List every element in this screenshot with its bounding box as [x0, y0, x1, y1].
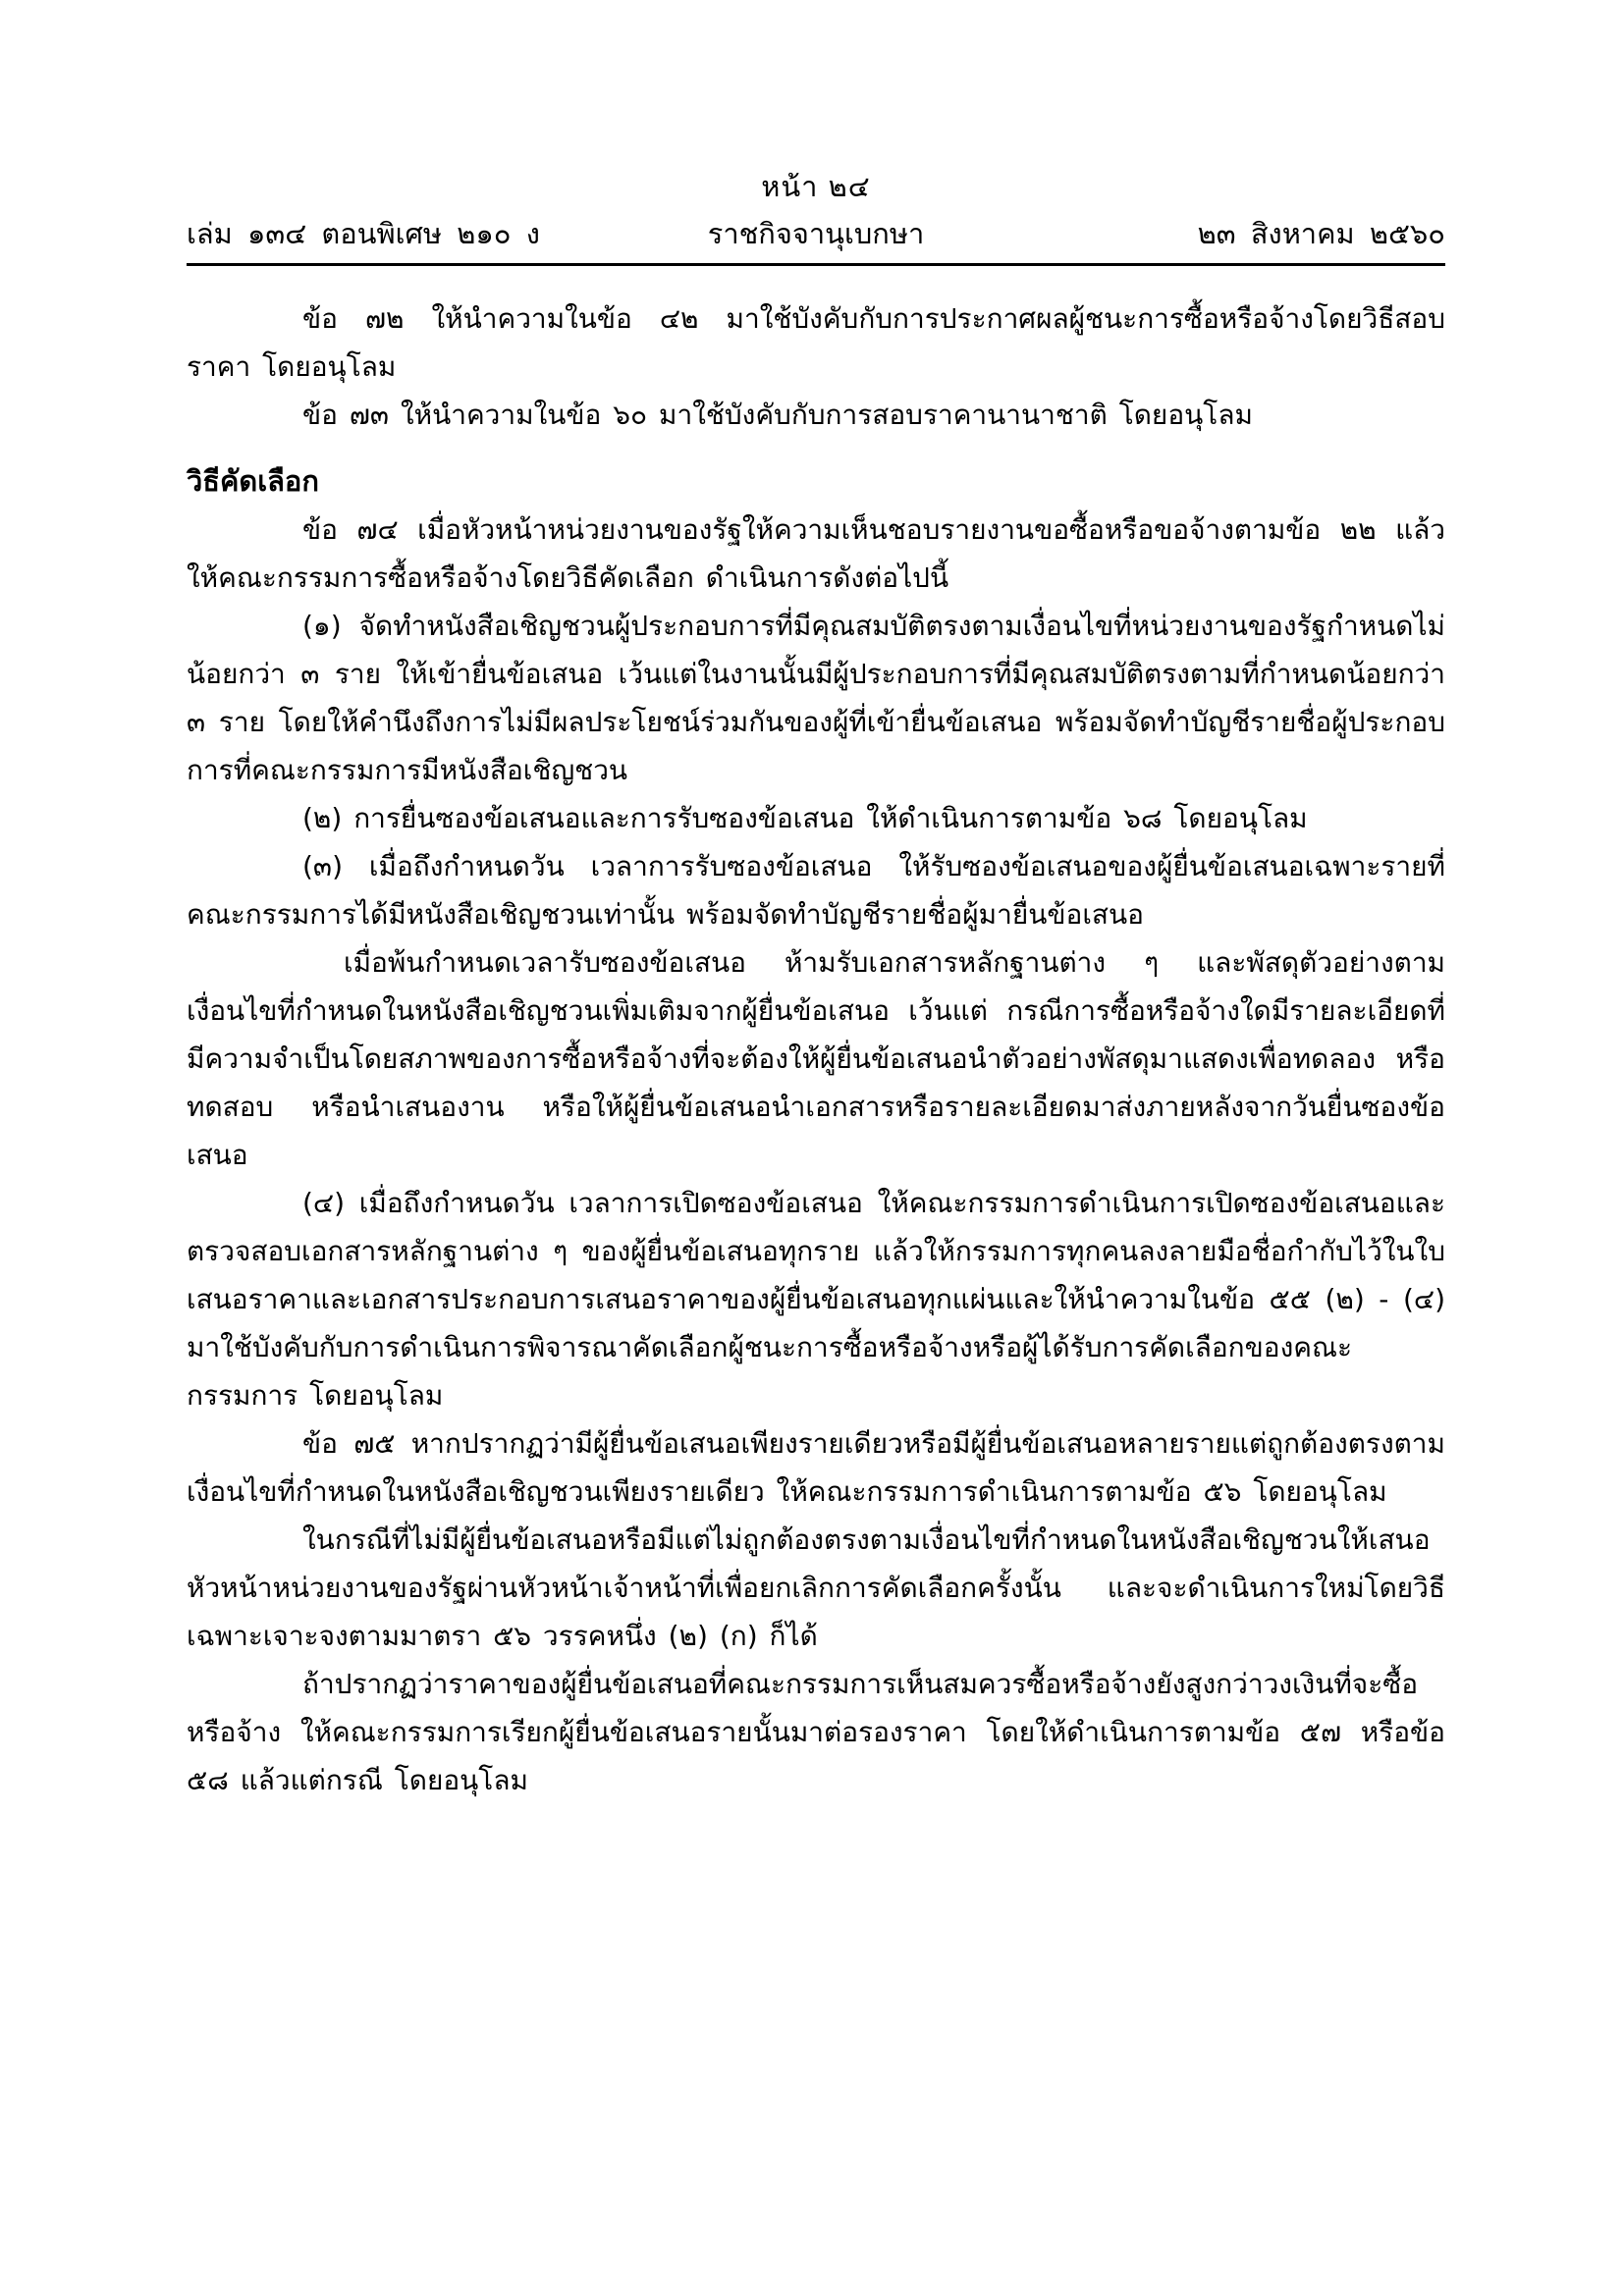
header-row — [187, 214, 1445, 257]
page-number: หน้า ๒๔ — [761, 170, 871, 203]
paragraph-clause-74: ข้อ ๗๔ เมื่อหัวหน้าหน่วยงานของรัฐให้ความเห็นชอบรายงานขอซื้อหรือขอจ้างตามข้อ ๒๒ แล้ว ให้คณะกรรมการซื้อหรือจ้างโดยวิธีคัดเลือก ดำเนินการดังต่อไปนี้ — [187, 513, 1445, 594]
paragraph-item-3: (๓) เมื่อถึงกำหนดวัน เวลาการรับซองข้อเสนอ ให้รับซองข้อเสนอของผู้ยื่นข้อเสนอเฉพาะรายที่คณะกรรมการได้มีหนังสือเชิญชวนเท่านั้น พร้อมจัดทำบัญชีรายชื่อผู้มายื่นข้อเสนอ — [187, 850, 1445, 931]
header-divider — [187, 263, 1445, 266]
paragraph-item-4: (๔) เมื่อถึงกำหนดวัน เวลาการเปิดซองข้อเสนอ ให้คณะกรรมการดำเนินการเปิดซองข้อเสนอและตรวจสอบเอกสารหลักฐานต่าง ๆ ของผู้ยื่นข้อเสนอทุกราย แล้วให้กรรมการทุกคนลงลายมือชื่อกำกับไว้ในใบเสนอราคาและเอกสารประกอบการเสนอราคาของผู้ยื่นข้อเสนอทุกแผ่นและให้นำความในข้อ ๕๕ (๒) - (๔) มาใช้บังคับกับการดำเนินการพิจารณาคัดเลือกผู้ชนะการซื้อหรือจ้างหรือผู้ได้รับการคัดเลือกของคณะกรรมการ โดยอนุโลม — [187, 1187, 1445, 1412]
paragraph-item-3-continued: เมื่อพ้นกำหนดเวลารับซองข้อเสนอ ห้ามรับเอกสารหลักฐานต่าง ๆ และพัสดุตัวอย่างตามเงื่อนไขที่กำหนดในหนังสือเชิญชวนเพิ่มเติมจากผู้ยื่นข้อเสนอ เว้นแต่ กรณีการซื้อหรือจ้างใดมีรายละเอียดที่มีความจำเป็นโดยสภาพของการซื้อหรือจ้างที่จะต้องให้ผู้ยื่นข้อเสนอนำตัวอย่างพัสดุมาแสดงเพื่อทดลอง หรือทดสอบ หรือนำเสนองาน หรือให้ผู้ยื่นข้อเสนอนำเอกสารหรือรายละเอียดมาส่งภายหลังจากวันยื่นซองข้อเสนอ — [187, 946, 1445, 1171]
volume-issue: เล่ม ๑๓๔ ตอนพิเศษ ๒๑๐ ง — [187, 217, 540, 250]
section-title: วิธีคัดเลือก — [187, 464, 319, 498]
publication-date: ๒๓ สิงหาคม ๒๕๖๐ — [1197, 217, 1445, 250]
page-header — [187, 167, 1445, 270]
paragraph-clause-75-3: ถ้าปรากฏว่าราคาของผู้ยื่นข้อเสนอที่คณะกรรมการเห็นสมควรซื้อหรือจ้างยังสูงกว่าวงเงินที่จะซื้อหรือจ้าง ให้คณะกรรมการเรียกผู้ยื่นข้อเสนอรายนั้นมาต่อรองราคา โดยให้ดำเนินการตามข้อ ๕๗ หรือข้อ ๕๘ แล้วแต่กรณี โดยอนุโลม — [187, 1668, 1445, 1796]
paragraph-item-1: (๑) จัดทำหนังสือเชิญชวนผู้ประกอบการที่มีคุณสมบัติตรงตามเงื่อนไขที่หน่วยงานของรัฐกำหนดไม่น้อยกว่า ๓ ราย ให้เข้ายื่นข้อเสนอ เว้นแต่ในงานนั้นมีผู้ประกอบการที่มีคุณสมบัติตรงตามที่กำหนดน้อยกว่า ๓ ราย โดยให้คำนึงถึงการไม่มีผลประโยชน์ร่วมกันของผู้ที่เข้ายื่นข้อเสนอ พร้อมจัดทำบัญชีรายชื่อผู้ประกอบการที่คณะกรรมการมีหนังสือเชิญชวน — [187, 610, 1445, 786]
paragraph-item-2: (๒) การยื่นซองข้อเสนอและการรับซองข้อเสนอ ให้ดำเนินการตามข้อ ๖๘ โดยอนุโลม — [302, 802, 1308, 834]
paragraph-clause-75-2: ในกรณีที่ไม่มีผู้ยื่นข้อเสนอหรือมีแต่ไม่ถูกต้องตรงตามเงื่อนไขที่กำหนดในหนังสือเชิญชวนให้เสนอหัวหน้าหน่วยงานของรัฐผ่านหัวหน้าเจ้าหน้าที่เพื่อยกเลิกการคัดเลือกครั้งนั้น และจะดำเนินการใหม่โดยวิธีเฉพาะเจาะจงตามมาตรา ๕๖ วรรคหนึ่ง (๒) (ก) ก็ได้ — [187, 1523, 1445, 1652]
paragraph-clause-75: ข้อ ๗๕ หากปรากฏว่ามีผู้ยื่นข้อเสนอเพียงรายเดียวหรือมีผู้ยื่นข้อเสนอหลายรายแต่ถูกต้องตรงตามเงื่อนไขที่กำหนดในหนังสือเชิญชวนเพียงรายเดียว ให้คณะกรรมการดำเนินการตามข้อ ๕๖ โดยอนุโลม — [187, 1427, 1445, 1508]
spacer — [187, 439, 1445, 456]
paragraph-clause-72: ข้อ ๗๒ ให้นำความในข้อ ๔๒ มาใช้บังคับกับการประกาศผลผู้ชนะการซื้อหรือจ้างโดยวิธีสอบราคา โดยอนุโลม — [187, 302, 1445, 383]
publication-title: ราชกิจจานุเบกษา — [707, 217, 925, 250]
document-body — [187, 294, 1445, 1804]
paragraph-clause-73: ข้อ ๗๓ ให้นำความในข้อ ๖๐ มาใช้บังคับกับการสอบราคานานาชาติ โดยอนุโลม — [302, 399, 1253, 431]
